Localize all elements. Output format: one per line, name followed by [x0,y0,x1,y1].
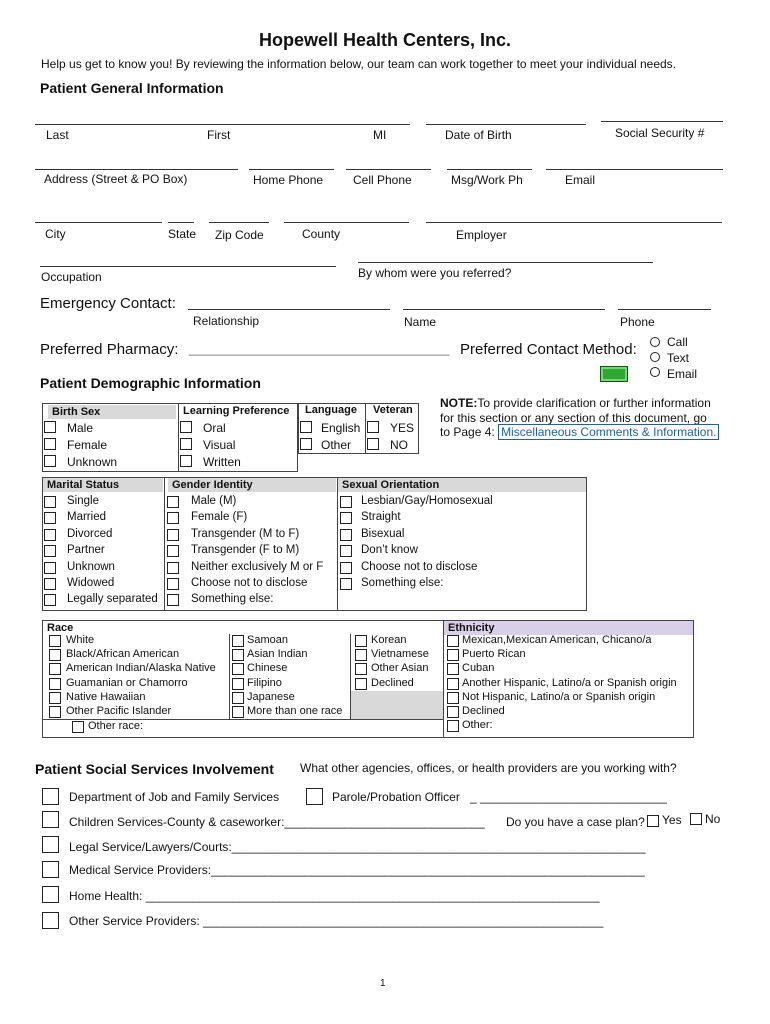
race-option-checkbox[interactable] [355,635,367,647]
gender-option-label: Something else: [191,593,274,606]
parole-checkbox[interactable] [306,788,323,805]
general-heading: Patient General Information [40,80,224,96]
contact-text-label: Text [667,351,690,365]
case-plan-no-checkbox[interactable] [690,813,702,825]
race-option-checkbox[interactable] [355,678,367,690]
race-option-label: Korean [371,634,407,646]
ethnicity-option-checkbox[interactable] [447,720,459,732]
note-text-3: to Page 4: [440,425,495,439]
marital-option-checkbox[interactable] [44,545,56,557]
note-line-2: for this section or any section of this document, go [440,411,707,425]
referred-label: By whom were you referred? [358,266,512,280]
pharmacy-label: Preferred Pharmacy: [40,341,179,358]
marital-option-label: Divorced [67,527,113,540]
race-other-label: Other race: [88,720,144,732]
ssn-label: Social Security # [615,126,705,140]
gender-option-label: Male (M) [191,495,237,507]
work-phone-label: Msg/Work Ph [451,173,523,187]
marital-header: Marital Status [43,478,163,492]
address-label: Address (Street & PO Box) [44,172,188,186]
page-title: Hopewell Health Centers, Inc. [258,30,512,50]
birth-sex-header: Birth Sex [48,405,176,419]
gender-option-checkbox[interactable] [167,545,179,557]
gender-option-checkbox[interactable] [167,529,179,541]
state-field[interactable] [168,222,194,223]
orientation-option-label: Choose not to disclose [361,560,478,573]
relationship-field[interactable] [188,309,390,310]
marital-option-checkbox[interactable] [44,512,56,524]
ethnicity-option-label: Other: [462,719,493,732]
race-option-label: Samoan [247,634,288,646]
marital-option-label: Legally separated [67,593,158,606]
race-option-checkbox[interactable] [49,649,61,661]
marital-option-label: Partner [67,544,105,557]
race-option-checkbox[interactable] [49,706,61,718]
other-providers-checkbox[interactable] [42,912,59,929]
work-phone-field[interactable] [447,169,532,170]
race-option-label: Vietnamese [371,648,429,661]
children-services-checkbox[interactable] [42,811,59,828]
language-other-checkbox[interactable] [300,438,312,450]
orientation-option-checkbox[interactable] [340,578,352,590]
ethnicity-option-checkbox[interactable] [447,692,459,704]
race-filler [351,691,443,719]
state-label: State [168,227,197,241]
orientation-option-checkbox[interactable] [340,545,352,557]
demographic-heading: Patient Demographic Information [40,375,261,391]
learning-written-label: Written [203,455,241,469]
marital-option-checkbox[interactable] [44,529,56,541]
learning-oral-checkbox[interactable] [180,421,192,433]
learning-oral-label: Oral [203,421,226,435]
race-option-label: Japanese [247,690,295,703]
race-header: Race [43,621,442,635]
marital-option-label: Married [67,511,106,524]
gender-option-checkbox[interactable] [167,496,179,508]
ethnicity-option-checkbox[interactable] [447,649,459,661]
city-label: City [45,227,66,241]
parole-field[interactable]: _ ____________________________ [470,790,667,804]
gender-option-checkbox[interactable] [167,578,179,590]
case-plan-no-label: No [705,812,721,826]
employer-field[interactable] [426,222,722,223]
learning-written-checkbox[interactable] [180,455,192,467]
marital-option-checkbox[interactable] [44,594,56,606]
contact-call-label: Call [667,335,688,349]
race-option-checkbox[interactable] [232,649,244,661]
gender-option-label: Neither exclusively M or F [191,560,324,573]
veteran-yes-checkbox[interactable] [367,421,379,433]
emergency-name-label: Name [404,315,437,329]
reset-button[interactable] [600,366,628,382]
medical-label: Medical Service Providers:_________________________________________________________________ [69,863,645,877]
ethnicity-option-label: Another Hispanic, Latino/a or Spanish origin [462,676,677,689]
race-option-label: Black/African American [66,648,180,661]
language-english-checkbox[interactable] [300,421,312,433]
pharmacy-field[interactable]: _______________________________________ [189,342,450,356]
ethnicity-option-checkbox[interactable] [447,678,459,690]
race-option-label: More than one race [247,705,343,717]
veteran-no-checkbox[interactable] [367,438,379,450]
ethnicity-header: Ethnicity [444,621,693,635]
orientation-option-label: Bisexual [361,527,405,540]
marital-option-label: Single [67,495,99,507]
ethnicity-option-label: Puerto Rican [462,648,526,661]
race-option-checkbox[interactable] [49,663,61,675]
race-option-label: Filipino [247,676,282,689]
last-label: Last [46,128,69,142]
birth-sex-male-label: Male [67,421,94,435]
first-label: First [207,128,231,142]
medical-checkbox[interactable] [42,861,59,878]
cell-phone-field[interactable] [346,169,431,170]
email-label: Email [565,173,596,187]
cell-phone-label: Cell Phone [353,173,412,187]
contact-method-label: Preferred Contact Method: [460,341,637,358]
ethnicity-option-label: Mexican,Mexican American, Chicano/a [462,634,652,646]
language-english-label: English [321,421,361,435]
orientation-option-label: Straight [361,511,401,524]
orientation-option-checkbox[interactable] [340,562,352,574]
gender-header: Gender Identity [168,478,336,492]
ethnicity-option-checkbox[interactable] [447,663,459,675]
orientation-option-checkbox[interactable] [340,496,352,508]
veteran-no-label: NO [390,438,408,452]
race-option-checkbox[interactable] [49,635,61,647]
marital-option-label: Widowed [67,577,115,589]
race-option-label: Other Asian [371,662,429,675]
zip-field[interactable] [209,222,269,223]
race-option-checkbox[interactable] [232,706,244,718]
case-plan-yes-label: Yes [662,813,682,827]
race-other-checkbox[interactable] [72,721,84,733]
legal-checkbox[interactable] [42,836,59,853]
home-health-checkbox[interactable] [42,886,59,903]
birth-sex-female-checkbox[interactable] [44,438,56,450]
home-health-label: Home Health: ____________________________________________________________________ [69,889,600,903]
veteran-header: Veteran [373,404,413,416]
emergency-phone-field[interactable] [618,309,711,310]
birth-sex-male-checkbox[interactable] [44,421,56,433]
name-field[interactable] [35,124,410,125]
gender-option-label: Transgender (M to F) [191,527,300,540]
orientation-option-label: Don’t know [361,544,418,557]
ethnicity-option-checkbox[interactable] [447,635,459,647]
note-line-3 [440,425,719,439]
birth-sex-female-label: Female [67,438,108,452]
page-number: 1 [380,978,386,989]
occupation-label: Occupation [41,270,102,284]
race-option-label: White [66,634,95,646]
contact-email-label: Email [667,367,698,381]
employer-label: Employer [456,228,507,242]
race-option-checkbox[interactable] [49,692,61,704]
veteran-yes-label: YES [390,421,415,435]
emergency-name-field[interactable] [403,309,605,310]
marital-option-label: Unknown [67,560,115,573]
race-option-checkbox[interactable] [232,663,244,675]
email-field[interactable] [546,169,723,170]
race-option-checkbox[interactable] [232,692,244,704]
jfs-checkbox[interactable] [42,788,59,805]
emergency-contact-label: Emergency Contact: [40,295,176,312]
misc-comments-link[interactable]: Miscellaneous Comments & Information. [498,424,719,440]
marital-option-checkbox[interactable] [44,562,56,574]
language-header: Language [305,404,357,416]
social-question: What other agencies, offices, or health providers are you working with? [300,761,677,775]
county-label: County [302,227,341,241]
ethnicity-option-checkbox[interactable] [447,706,459,718]
learning-visual-checkbox[interactable] [180,438,192,450]
note-bold: NOTE: [440,396,478,410]
ethnicity-option-label: Not Hispanic, Latino/a or Spanish origin [462,690,656,703]
marital-option-checkbox[interactable] [44,578,56,590]
county-field[interactable] [284,222,409,223]
birth-sex-unknown-checkbox[interactable] [44,455,56,467]
address-field[interactable] [35,169,238,170]
dob-field[interactable] [426,124,586,125]
ethnicity-option-label: Cuban [462,662,495,675]
contact-call-radio[interactable] [650,337,660,347]
race-option-label: Guamanian or Chamorro [66,676,188,689]
case-plan-label: Do you have a case plan? [506,815,645,829]
gender-option-label: Choose not to disclose [191,577,308,589]
relationship-label: Relationship [193,314,260,328]
home-phone-field[interactable] [249,169,334,170]
gender-option-label: Transgender (F to M) [191,544,300,557]
contact-email-radio[interactable] [650,367,660,377]
parole-label: Parole/Probation Officer [332,790,460,804]
race-option-label: American Indian/Alaska Native [66,662,216,675]
race-option-checkbox[interactable] [355,649,367,661]
orientation-option-label: Something else: [361,577,444,589]
race-option-label: Asian Indian [247,648,308,661]
referred-field[interactable] [358,262,653,263]
race-option-label: Other Pacific Islander [66,705,172,717]
ethnicity-option-label: Declined [462,705,505,717]
gender-option-checkbox[interactable] [167,512,179,524]
mi-label: MI [373,128,387,142]
other-providers-label: Other Service Providers: ____________________________________________________________ [69,914,604,928]
orientation-option-checkbox[interactable] [340,529,352,541]
marital-option-checkbox[interactable] [44,496,56,508]
intro-text: Help us get to know you! By reviewing the information below, our team can work together to meet your individual needs. [41,57,677,71]
birth-sex-unknown-label: Unknown [67,455,118,469]
zip-label: Zip Code [215,228,264,242]
dob-label: Date of Birth [445,128,512,142]
race-option-checkbox[interactable] [232,678,244,690]
note-line-1 [440,396,711,410]
gender-option-checkbox[interactable] [167,562,179,574]
occupation-field[interactable] [40,266,336,267]
language-other-label: Other [321,438,352,452]
marital-gender-orientation-table [42,477,587,611]
race-option-checkbox[interactable] [232,635,244,647]
ssn-field[interactable] [601,121,723,122]
race-option-label: Native Hawaiian [66,690,146,703]
social-heading: Patient Social Services Involvement [35,761,274,777]
emergency-phone-label: Phone [620,315,655,329]
children-services-label: Children Services-County & caseworker:______________________________ [69,815,485,829]
orientation-option-label: Lesbian/Gay/Homosexual [361,495,493,507]
race-option-label: Chinese [247,662,288,675]
case-plan-yes-checkbox[interactable] [647,815,659,827]
orientation-option-checkbox[interactable] [340,512,352,524]
gender-option-checkbox[interactable] [167,594,179,606]
note-text-1: To provide clarification or further information [477,396,711,410]
gender-option-label: Female (F) [191,511,248,524]
home-phone-label: Home Phone [253,173,324,187]
city-field[interactable] [35,222,162,223]
race-option-checkbox[interactable] [49,678,61,690]
jfs-label: Department of Job and Family Services [69,790,280,804]
orientation-header: Sexual Orientation [338,478,586,492]
contact-text-radio[interactable] [650,352,660,362]
legal-label: Legal Service/Lawyers/Courts:______________________________________________________________ [69,840,646,854]
learning-visual-label: Visual [203,438,236,452]
race-option-checkbox[interactable] [355,663,367,675]
race-option-label: Declined [371,676,414,689]
learning-header: Learning Preference [183,405,290,417]
